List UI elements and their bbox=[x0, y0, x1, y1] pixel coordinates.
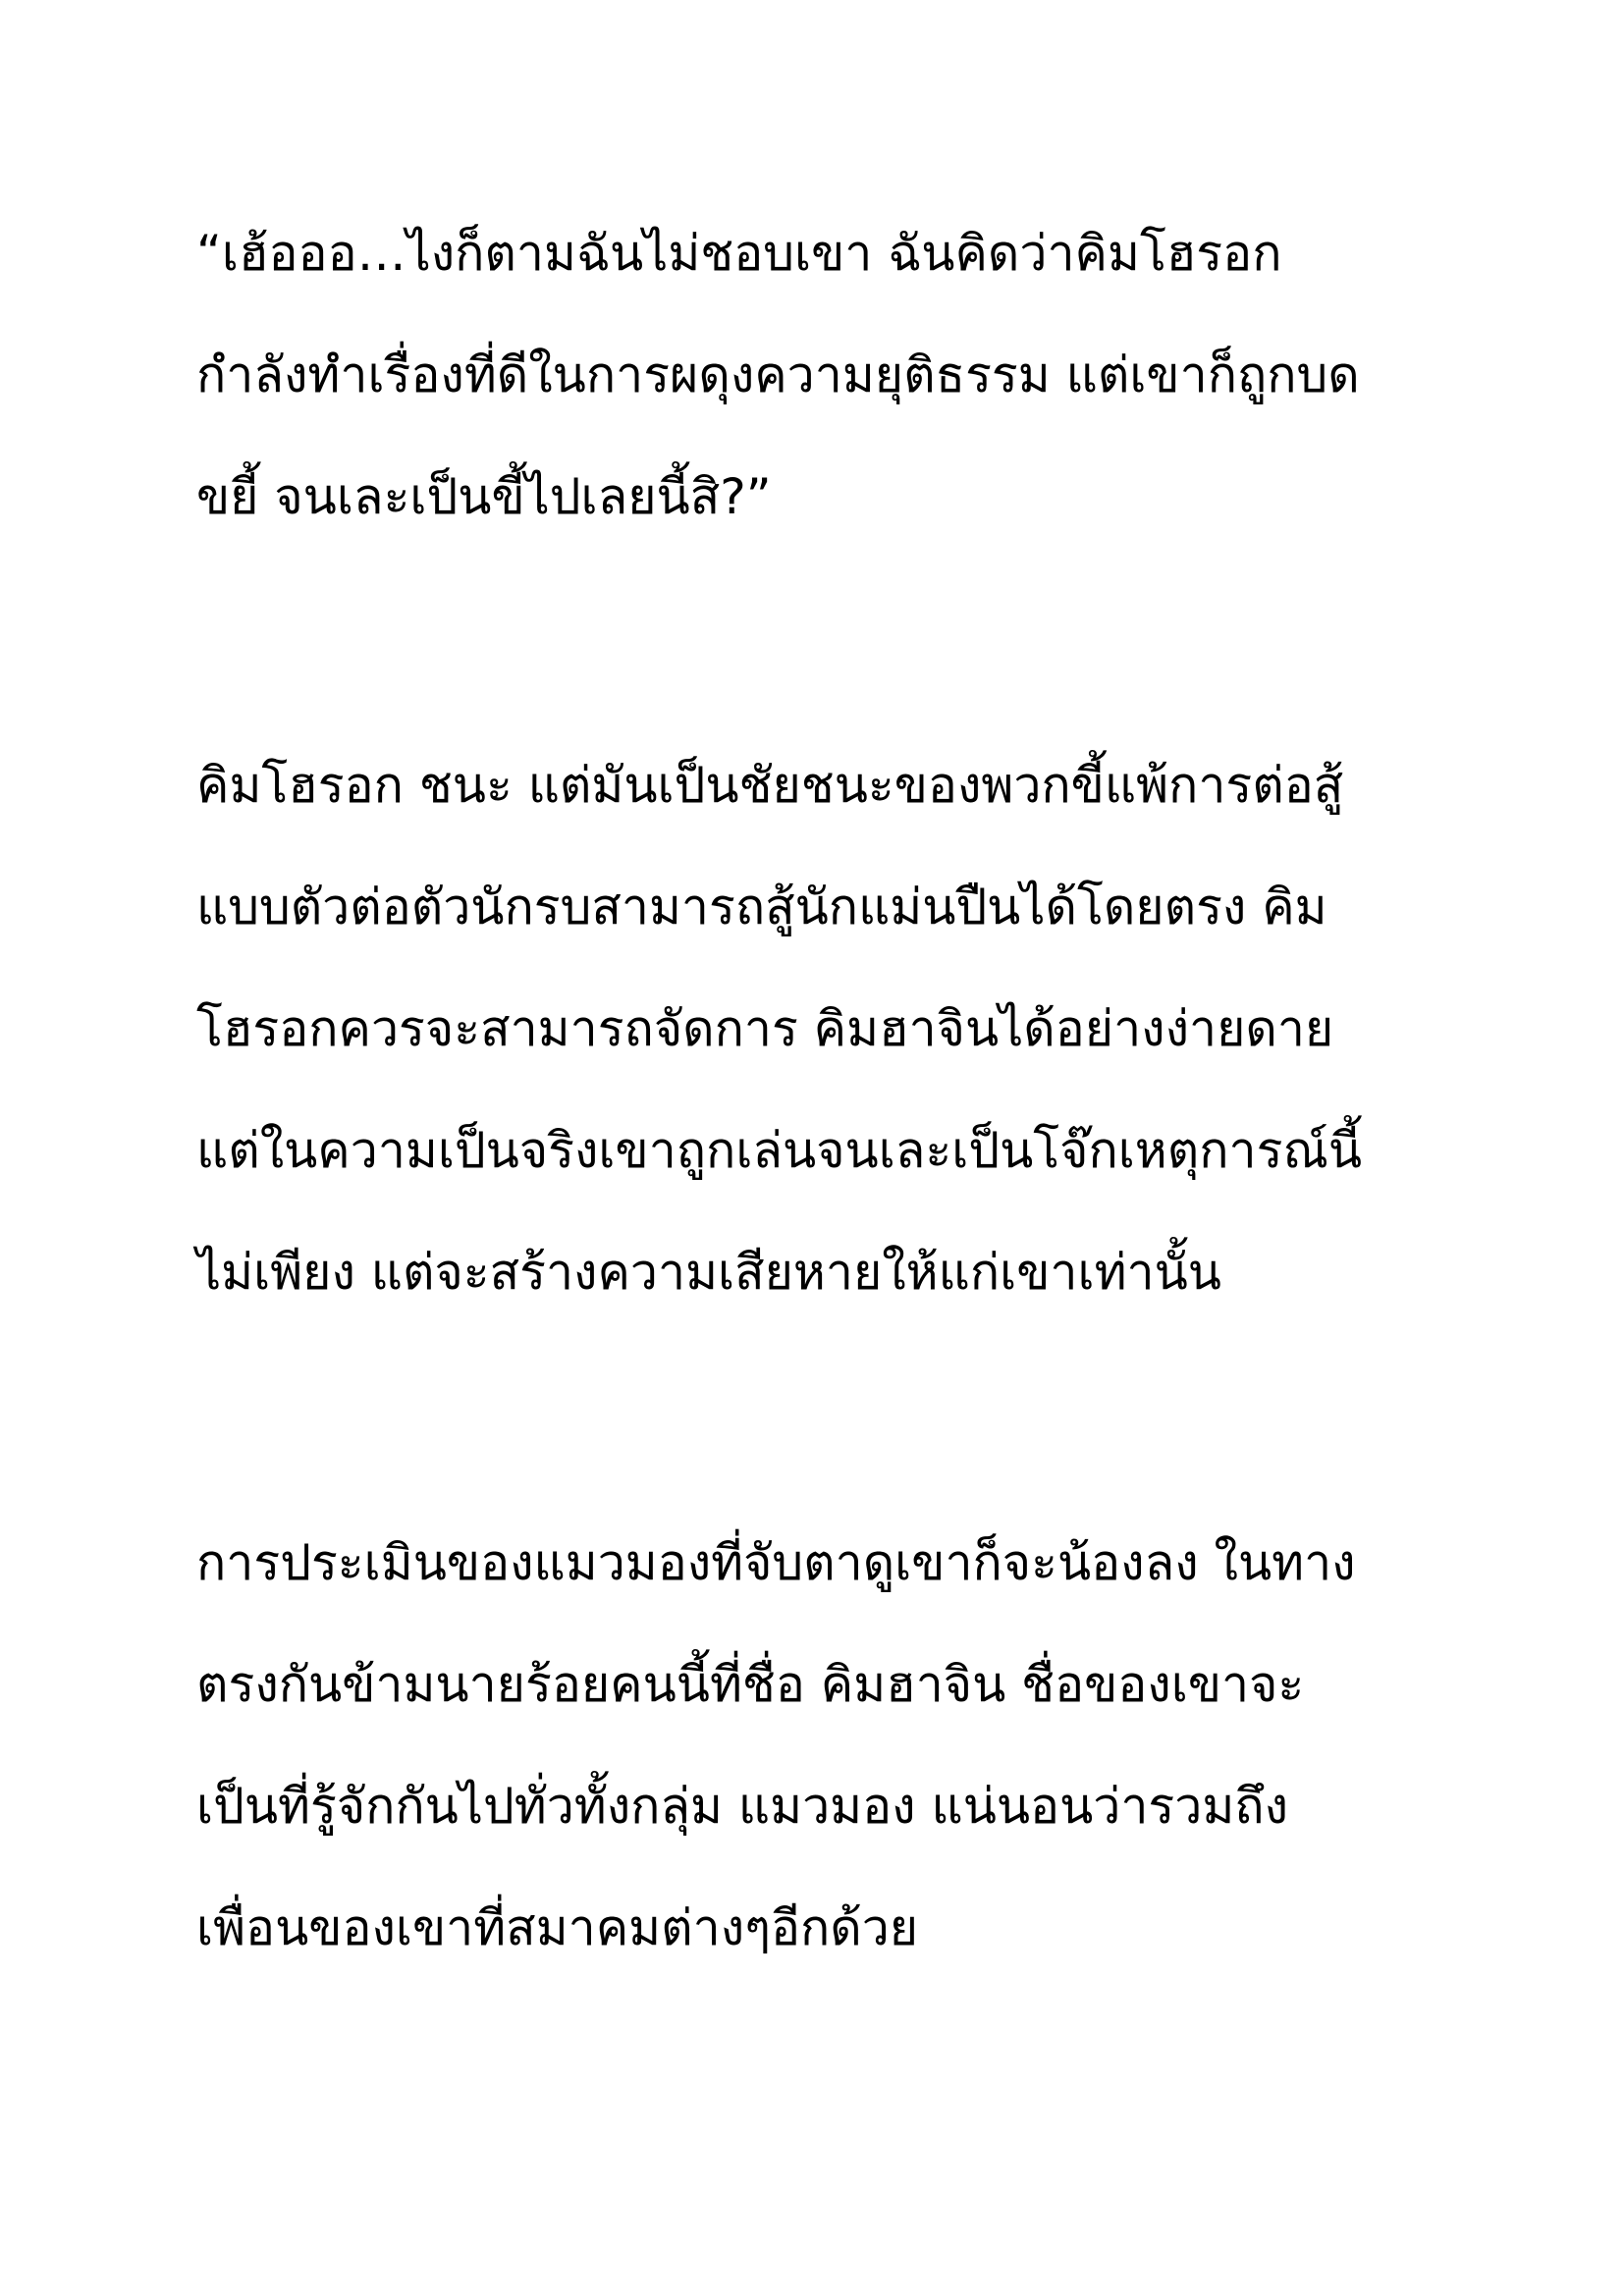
text-line: เป็นที่รู้จักกันไปทั่วทั้งกลุ่ม แมวมอง แน่นอนว่ารวมถึง bbox=[196, 1778, 1288, 1835]
text-line: คิมโฮรอก ชนะ แต่มันเป็นชัยชนะของพวกขี้แพ้การต่อสู้ bbox=[196, 757, 1344, 814]
text-line: ขยี้ จนเละเป็นขี้ไปเลยนี้สิ?” bbox=[196, 468, 772, 525]
text-line: “เฮ้อออ…ไงก็ตามฉันไม่ชอบเขา ฉันคิดว่าคิมโฮรอก bbox=[196, 225, 1282, 282]
paragraph-2 bbox=[196, 724, 1473, 1333]
paragraph-3 bbox=[196, 1502, 1473, 1989]
text-line: กำลังทำเรื่องที่ดีในการผดุงความยุติธรรม แต่เขาก็ถูกบด bbox=[196, 347, 1360, 403]
text-line: แบบตัวต่อตัวนักรบสามารถสู้นักแม่นปืนได้โดยตรง คิม bbox=[196, 879, 1327, 935]
text-line: แต่ในความเป็นจริงเขาถูกเล่นจนเละเป็นโจ๊กเหตุการณ์นี้ bbox=[196, 1122, 1363, 1179]
text-line: โฮรอกควรจะสามารถจัดการ คิมฮาจินได้อย่างง่ายดาย bbox=[196, 1000, 1334, 1057]
text-line: ไม่เพียง แต่จะสร้างความเสียหายให้แก่เขาเท่านั้น bbox=[196, 1244, 1221, 1301]
paragraph-1 bbox=[196, 192, 1473, 558]
text-line: เพื่อนของเขาที่สมาคมต่างๆอีกด้วย bbox=[196, 1899, 919, 1956]
text-line: การประเมินของแมวมองที่จับตาดูเขาก็จะน้องลง ในทาง bbox=[196, 1534, 1356, 1591]
text-line: ตรงกันข้ามนายร้อยคนนี้ที่ชื่อ คิมฮาจิน ชื่อของเขาจะ bbox=[196, 1656, 1305, 1713]
